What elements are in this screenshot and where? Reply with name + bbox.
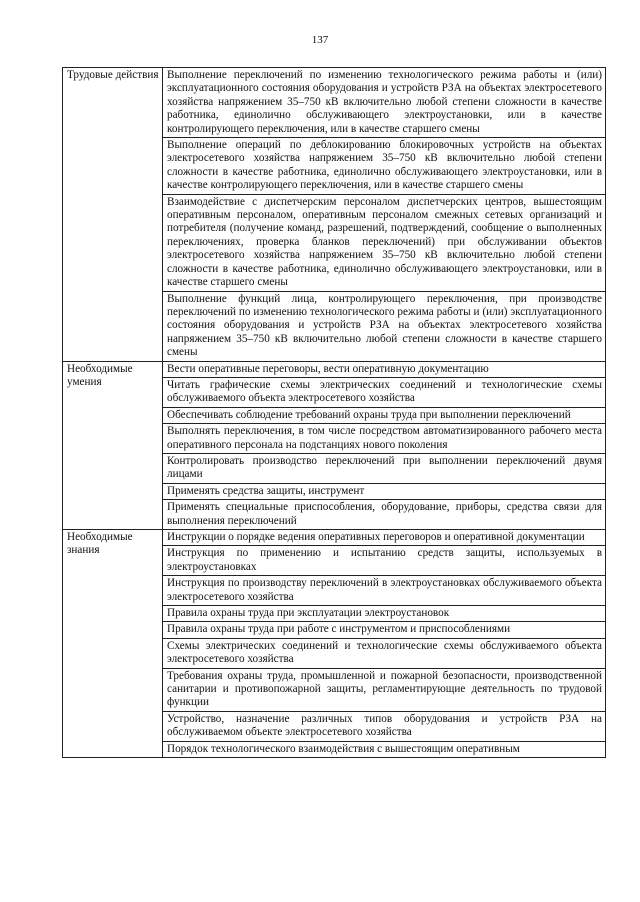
knowledge-item: Инструкции о порядке ведения оперативных переговоров и оперативной документации [163, 530, 606, 546]
labor-function-table [62, 67, 606, 758]
table-row [63, 361, 606, 377]
table-row [63, 530, 606, 546]
skill-item: Применять средства защиты, инструмент [163, 483, 606, 499]
section-label-labor-actions: Трудовые действия [63, 68, 163, 362]
section-label-required-skills: Необходимые умения [63, 361, 163, 529]
knowledge-item: Инструкция по производству переключений в электроустановках обслуживаемого объекта электросетевого хозяйства [163, 576, 606, 606]
skill-item: Обеспечивать соблюдение требований охраны труда при выполнении переключений [163, 407, 606, 423]
labor-action-item: Выполнение функций лица, контролирующего переключения, при производстве переключений по изменению технологического режима работы и (или) эксплуатационного состояния оборудования и устройств РЗА на объектах электросетевого хозяйства напряжением 35–750 кВ включительно любой степени сложности в качестве старшего смены [163, 291, 606, 361]
knowledge-item: Правила охраны труда при работе с инструментом и приспособлениями [163, 622, 606, 638]
skill-item: Контролировать производство переключений при выполнении переключений двумя лицами [163, 453, 606, 483]
knowledge-item-continued [163, 741, 606, 757]
knowledge-item: Инструкция по применению и испытанию средств защиты, используемых в электроустановках [163, 546, 606, 576]
skill-item: Применять специальные приспособления, оборудование, приборы, средства связи для выполнения переключений [163, 500, 606, 530]
section-label-required-knowledge: Необходимые знания [63, 530, 163, 758]
knowledge-item: Схемы электрических соединений и технологические схемы обслуживаемого объекта электросетевого хозяйства [163, 638, 606, 668]
labor-action-item: Выполнение переключений по изменению технологического режима работы и (или) эксплуатационного состояния оборудования и устройств РЗА на объектах электросетевого хозяйства напряжением 35–750 кВ включительно любой степени сложности в качестве работника, единолично обслуживающего электроустановки, или в качестве контролирующего переключения, или в качестве старшего смены [163, 68, 606, 138]
page-number: 137 [311, 34, 329, 46]
skill-item: Читать графические схемы электрических соединений и технологические схемы обслуживаемого объекта электросетевого хозяйства [163, 377, 606, 407]
skill-item: Вести оперативные переговоры, вести оперативную документацию [163, 361, 606, 377]
labor-action-item: Взаимодействие с диспетчерским персоналом диспетчерских центров, вышестоящим оперативным персоналом, оперативным персоналом смежных сетевых организаций и потребителя (получение команд, разрешений, подтверждений, сообщение о выполненных переключениях, проверка бланков переключений) при обслуживании объектов электросетевого хозяйства напряжением 35–750 кВ включительно любой степени сложности в качестве работника, единолично обслуживающего электроустановки, или в качестве старшего смены [163, 194, 606, 291]
skill-item: Выполнять переключения, в том числе посредством автоматизированного рабочего места оперативного персонала на подстанциях нового поколения [163, 424, 606, 454]
knowledge-item-text: Порядок технологического взаимодействия с вышестоящим оперативным [167, 742, 520, 755]
table-row [63, 68, 606, 138]
labor-action-item: Выполнение операций по деблокированию блокировочных устройств на объектах электросетевого хозяйства напряжением 35–750 кВ включительно любой степени сложности в качестве работника, единолично обслуживающего электроустановки, или в качестве контролирующего переключения, или в качестве старшего смены [163, 138, 606, 195]
knowledge-item: Устройство, назначение различных типов оборудования и устройств РЗА на обслуживаемом объекте электросетевого хозяйства [163, 711, 606, 741]
knowledge-item: Правила охраны труда при эксплуатации электроустановок [163, 606, 606, 622]
knowledge-item: Требования охраны труда, промышленной и пожарной безопасности, производственной санитарии и противопожарной защиты, регламентирующие деятельность по трудовой функции [163, 668, 606, 711]
